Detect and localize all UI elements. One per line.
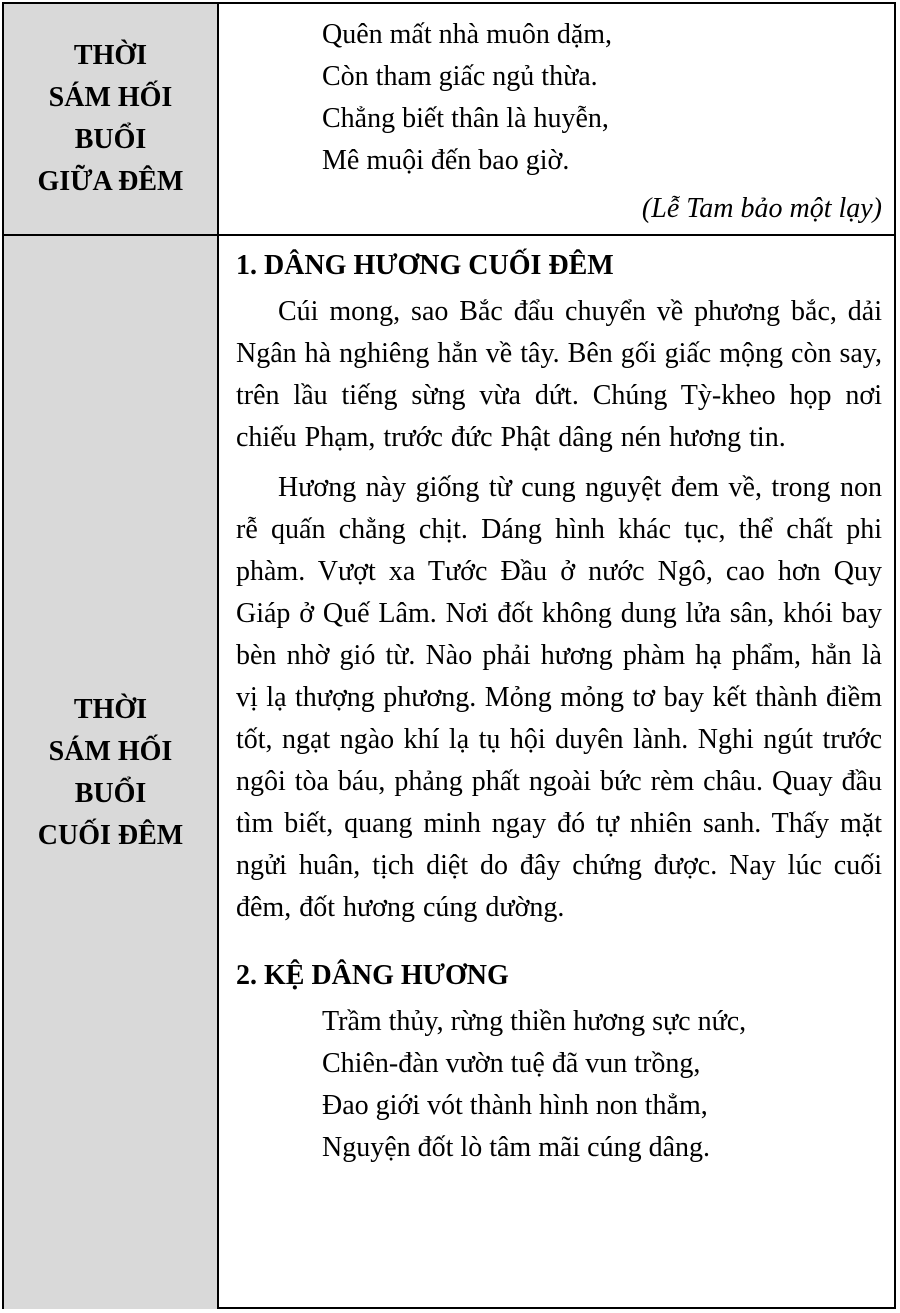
paragraph: Hương này giống từ cung nguyệt đem về, trong non rễ quấn chằng chịt. Dáng hình khác tục, thể chất phi phàm. Vượt xa Tước Đầu ở nước Ngô, cao hơn Quy Giáp ở Quế Lâm. Nơi đốt không dung lửa sân, khói bay bèn nhờ gió từ. Nào phải hương phàm hạ phẩm, hẳn là vị lạ thượng phương. Mỏng mỏng tơ bay kết thành điềm tốt, ngạt ngào khí lạ tụ hội duyên lành. Nghi ngút trước ngôi tòa báu, phảng phất ngoài bức rèm châu. Quay đầu tìm biết, quang minh ngay đó tự nhiên sanh. Thấy mặt ngửi huân, tịch diệt do đây chứng được. Nay lúc cuối đêm, đốt hương cúng dường.: [236, 472, 882, 923]
label-line: THỜI: [73, 40, 148, 71]
verse-line: Đao giới vót thành hình non thẳm,: [322, 1090, 708, 1121]
label-line: CUỐI ĐÊM: [37, 819, 184, 851]
liturgy-table: [2, 2, 896, 1309]
verse-line: Chiên-đàn vườn tuệ đã vun trồng,: [322, 1048, 701, 1079]
label-line: BUỔI: [74, 777, 147, 809]
section-label-midnight: [4, 4, 219, 234]
attribution-note: (Lễ Tam bảo một lạy): [641, 193, 882, 224]
label-line: THỜI: [73, 693, 148, 725]
verse-line: Trầm thủy, rừng thiền hương sực nức,: [322, 1006, 747, 1037]
verse-line: Nguyện đốt lò tâm mãi cúng dâng.: [322, 1132, 711, 1163]
verse-line: Mê muội đến bao giờ.: [322, 145, 570, 176]
verse-line: Còn tham giấc ngủ thừa.: [322, 61, 598, 92]
section-heading: 1. DÂNG HƯƠNG CUỐI ĐÊM: [236, 250, 614, 281]
section-heading: 2. KỆ DÂNG HƯƠNG: [236, 960, 509, 991]
label-line: SÁM HỐI: [48, 82, 173, 113]
verse-block: [236, 1001, 882, 1169]
label-line: SÁM HỐI: [48, 735, 173, 767]
label-line: BUỔI: [74, 124, 147, 155]
verse-line: Quên mất nhà muôn dặm,: [322, 19, 613, 50]
section-content-late-night: [219, 236, 894, 1309]
paragraph: Cúi mong, sao Bắc đẩu chuyển về phương bắc, dải Ngân hà nghiêng hẳn về tây. Bên gối giấc mộng còn say, trên lầu tiếng sừng vừa dứt. Chúng Tỳ-kheo họp nơi chiếu Phạm, trước đức Phật dâng nén hương tin.: [236, 296, 882, 453]
label-line: GIỮA ĐÊM: [37, 166, 184, 197]
table-row-late-night: [4, 236, 894, 1309]
section-label-late-night: [4, 236, 219, 1309]
verse-line: Chẳng biết thân là huyễn,: [322, 103, 609, 134]
table-row-midnight: [4, 4, 894, 236]
verse-block: [236, 4, 882, 182]
section-content-midnight: [219, 4, 894, 234]
